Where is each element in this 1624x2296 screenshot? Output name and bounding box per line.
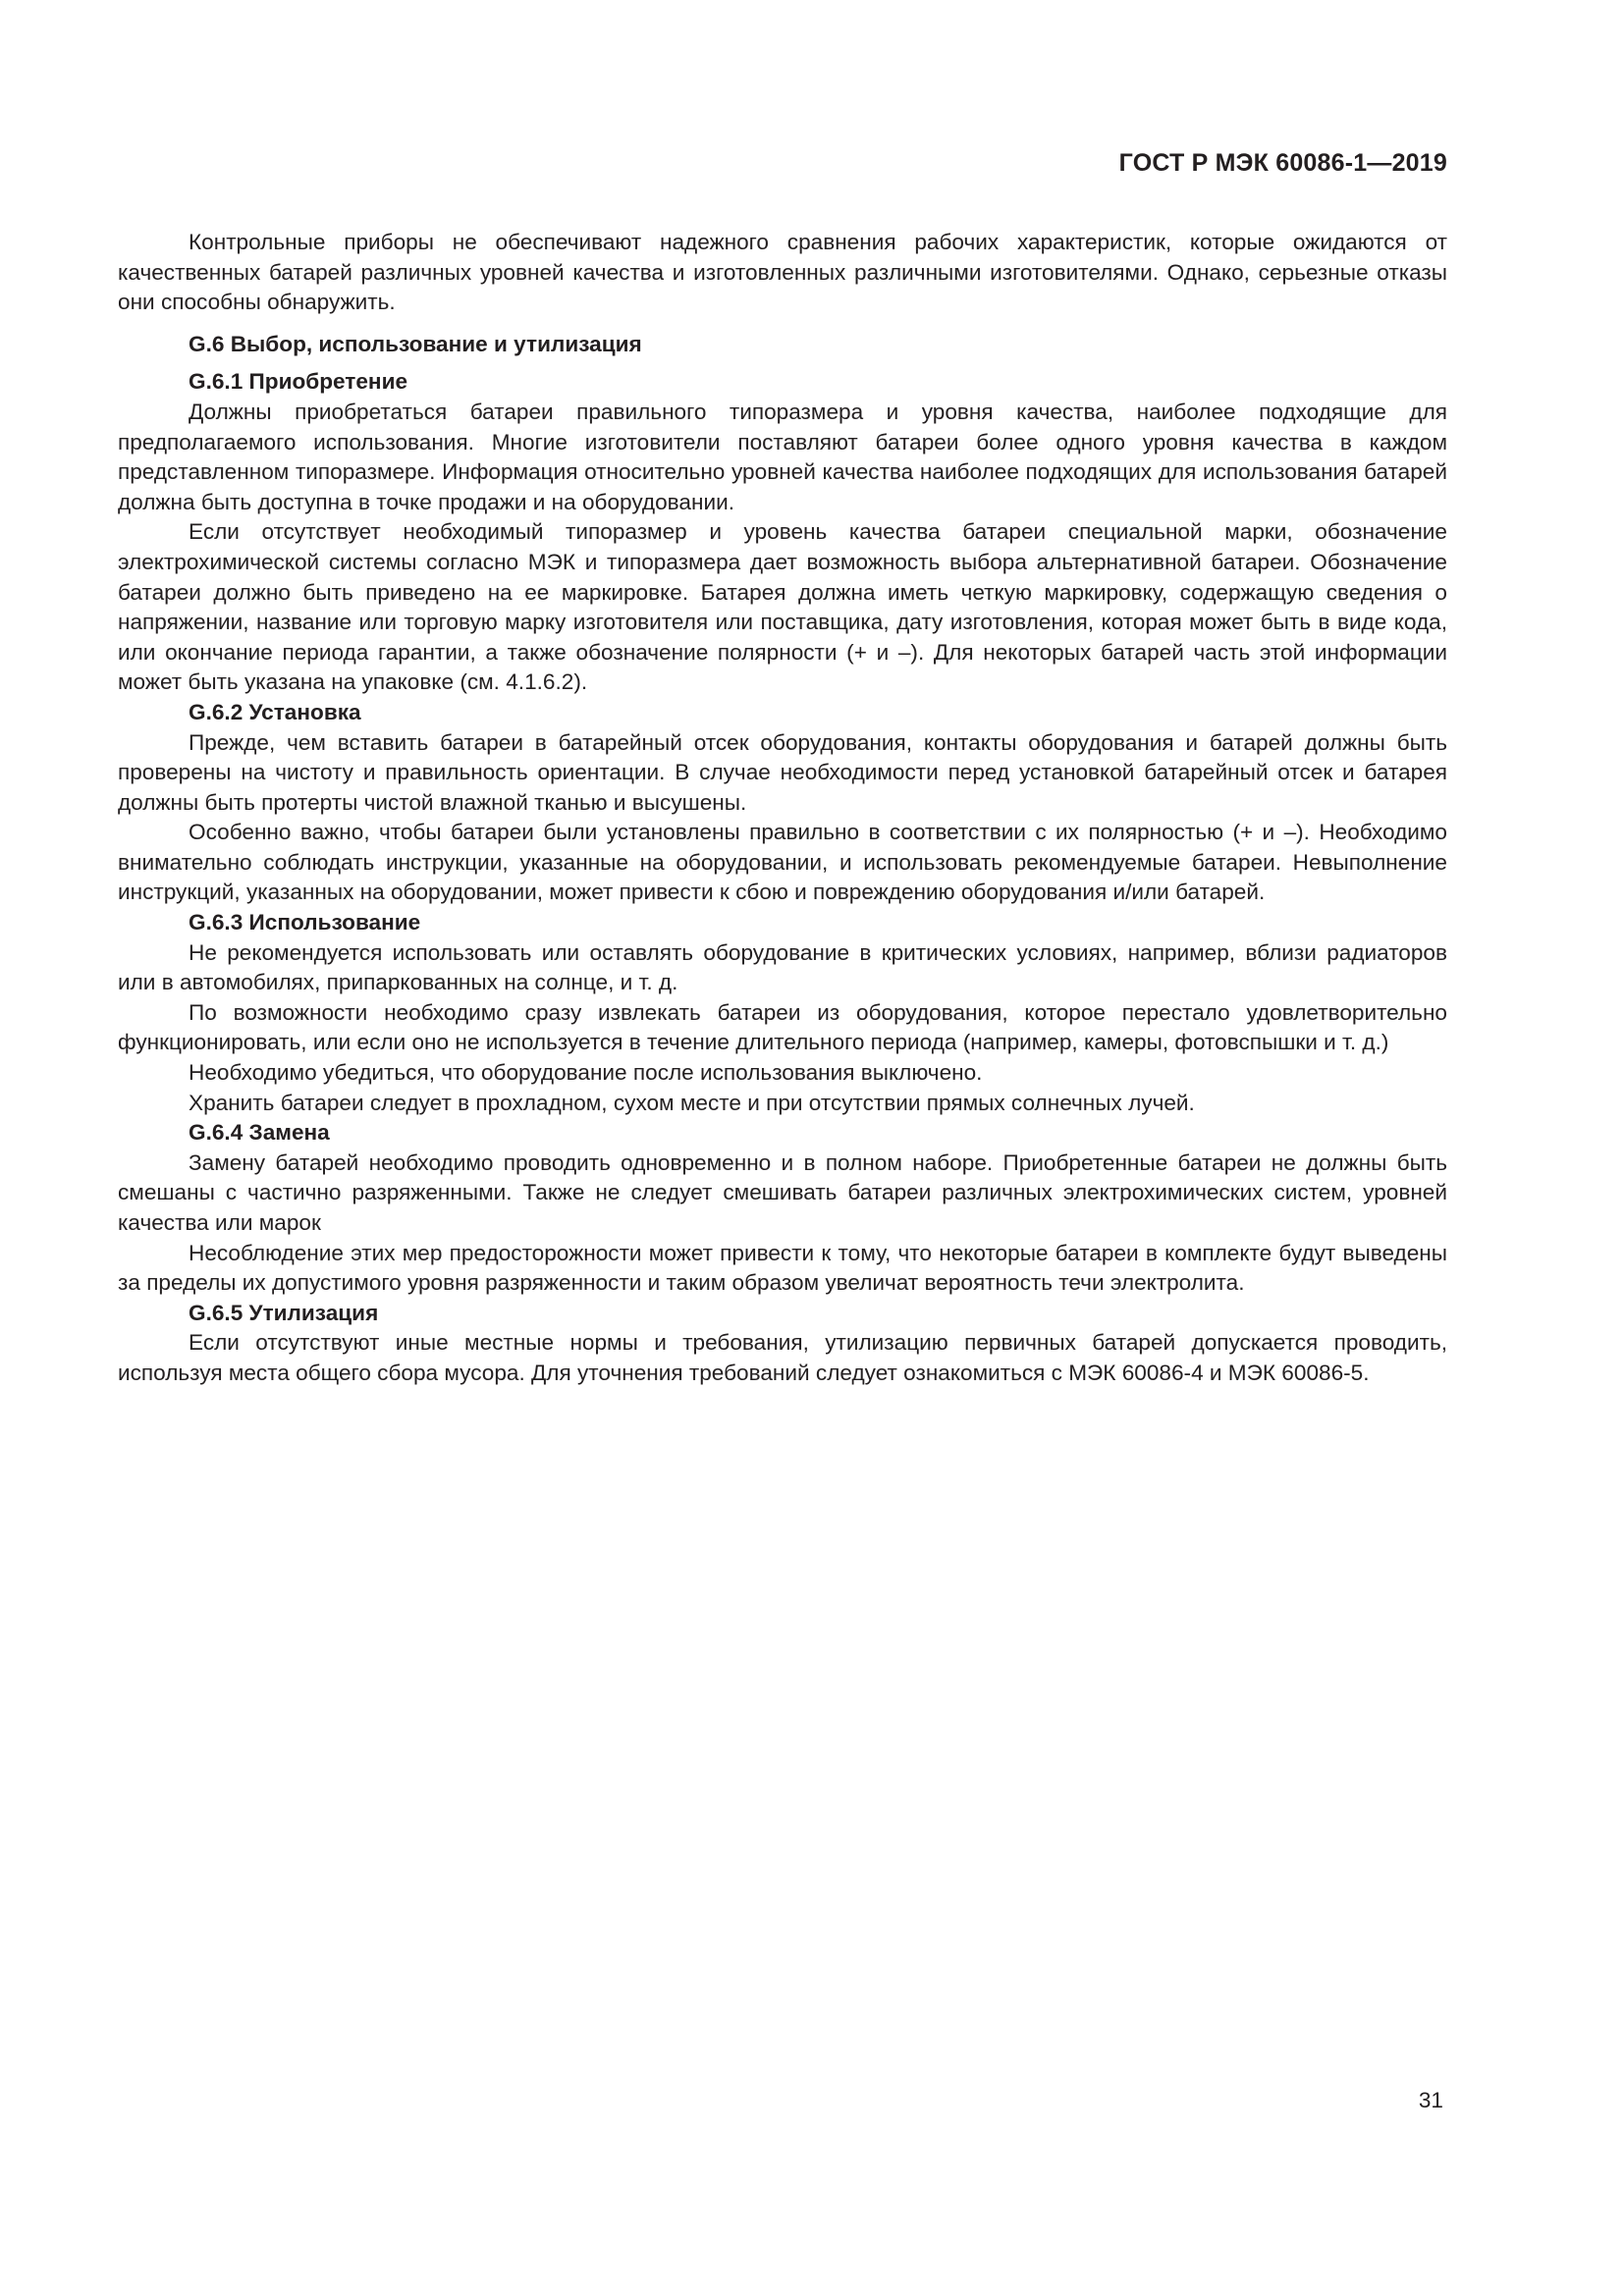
section-heading-g6: G.6 Выбор, использование и утилизация (189, 331, 642, 356)
document-body (118, 228, 1447, 1389)
page-number: 31 (1418, 2088, 1443, 2112)
section-heading-g65: G.6.5 Утилизация (189, 1300, 379, 1325)
paragraph-g62-1: Прежде, чем вставить батареи в батарейный отсек оборудования, контакты оборудования и батарей должны быть проверены на чистоту и правильность ориентации. В случае необходимости перед установкой батарейный отсек и батарея должны быть протерты чистой влажной тканью и высушены. (118, 729, 1447, 815)
section-heading-g64: G.6.4 Замена (189, 1120, 330, 1146)
paragraph-g63-4: Хранить батареи следует в прохладном, сухом месте и при отсутствии прямых солнечных лучей. (189, 1090, 1195, 1115)
section-heading-g61: G.6.1 Приобретение (189, 369, 408, 395)
section-heading-g63: G.6.3 Использование (189, 910, 421, 935)
paragraph-g63-3: Необходимо убедиться, что оборудование после использования выключено. (189, 1060, 983, 1086)
section-heading-g62: G.6.2 Установка (189, 699, 361, 724)
intro-paragraph: Контрольные приборы не обеспечивают надежного сравнения рабочих характеристик, которые ожидаются от качественных батарей различных уровней качества и изготовленных различными изготовителями. Однако, серьезные отказы они способны обнаружить. (118, 230, 1447, 315)
paragraph-g64-1: Замену батарей необходимо проводить одновременно и в полном наборе. Приобретенные батареи не должны быть смешаны с частично разряженными. Также не следует смешивать батареи различных электрохимических систем, уровней качества или марок (118, 1149, 1447, 1235)
paragraph-g63-1: Не рекомендуется использовать или оставлять оборудование в критических условиях, например, вблизи радиаторов или в автомобилях, припаркованных на солнце, и т. д. (118, 939, 1447, 995)
paragraph-g61-2: Если отсутствует необходимый типоразмер и уровень качества батареи специальной марки, обозначение электрохимической системы согласно МЭК и типоразмера дает возможность выбора альтернативной батареи. Обозначение батареи должно быть приведено на ее маркировке. Батарея должна иметь четкую маркировку, содержащую сведения о напряжении, название или торговую марку изготовителя или поставщика, дату изготовления, которая может быть в виде кода, или окончание периода гарантии, а также обозначение полярности (+ и –). Для некоторых батарей часть этой информации может быть указана на упаковке (см. 4.1.6.2). (118, 519, 1447, 695)
paragraph-g65-1: Если отсутствуют иные местные нормы и требования, утилизацию первичных батарей допускается проводить, используя места общего сбора мусора. Для уточнения требований следует ознакомиться с МЭК 60086-4 и МЭК 60086-5. (118, 1330, 1447, 1385)
document-code-header: ГОСТ Р МЭК 60086-1—2019 (1118, 149, 1447, 177)
paragraph-g63-2: По возможности необходимо сразу извлекать батареи из оборудования, которое перестало удовлетворительно функционировать, или если оно не используется в течение длительного периода (например, камеры, фотовспышки и т. д.) (118, 999, 1447, 1055)
paragraph-g61-1: Должны приобретаться батареи правильного типоразмера и уровня качества, наиболее подходящие для предполагаемого использования. Многие изготовители поставляют батареи более одного уровня качества в каждом представленном типоразмере. Информация относительно уровней качества наиболее подходящих для использования батарей должна быть доступна в точке продажи и на оборудовании. (118, 399, 1447, 514)
paragraph-g62-2: Особенно важно, чтобы батареи были установлены правильно в соответствии с их полярностью (+ и –). Необходимо внимательно соблюдать инструкции, указанные на оборудовании, и использовать рекомендуемые батареи. Невыполнение инструкций, указанных на оборудовании, может привести к сбою и повреждению оборудования и/или батарей. (118, 820, 1447, 905)
paragraph-g64-2: Несоблюдение этих мер предосторожности может привести к тому, что некоторые батареи в комплекте будут выведены за пределы их допустимого уровня разряженности и таким образом увеличат вероятность течи электролита. (118, 1240, 1447, 1296)
